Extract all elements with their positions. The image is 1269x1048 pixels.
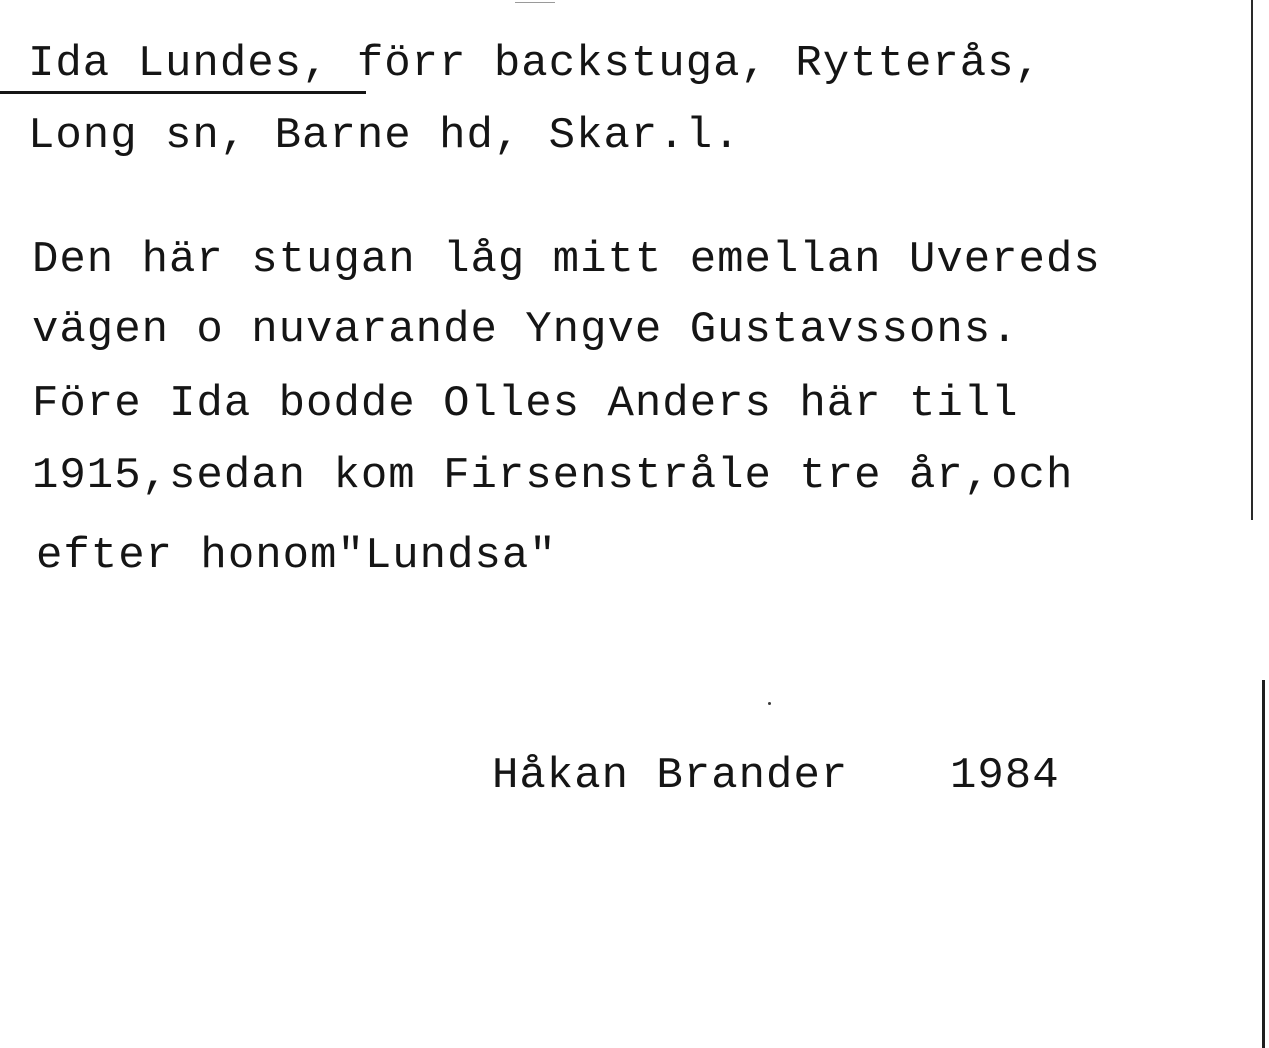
- card-edge-line: [1251, 0, 1253, 520]
- scan-mark: [515, 2, 555, 3]
- body-line: 1915,sedan kom Firsenstråle tre år,och: [32, 451, 1074, 501]
- card-heading: [28, 38, 1042, 90]
- signature-name: Håkan Brander: [492, 751, 849, 801]
- body-line: Före Ida bodde Olles Anders här till: [32, 379, 1019, 429]
- body-line: vägen o nuvarande Yngve Gustavssons.: [32, 305, 1019, 355]
- body-line: efter honom"Lundsa": [36, 531, 557, 581]
- heading-underline: [0, 91, 366, 94]
- card-location: Long sn, Barne hd, Skar.l.: [28, 111, 741, 161]
- heading-rest: förr backstuga, Rytterås,: [329, 39, 1042, 89]
- heading-name: Ida Lundes,: [28, 39, 330, 89]
- scan-speck: [768, 702, 771, 705]
- body-line: Den här stugan låg mitt emellan Uvereds: [32, 235, 1101, 285]
- card-edge-line: [1262, 680, 1265, 1048]
- signature-year: 1984: [950, 751, 1060, 801]
